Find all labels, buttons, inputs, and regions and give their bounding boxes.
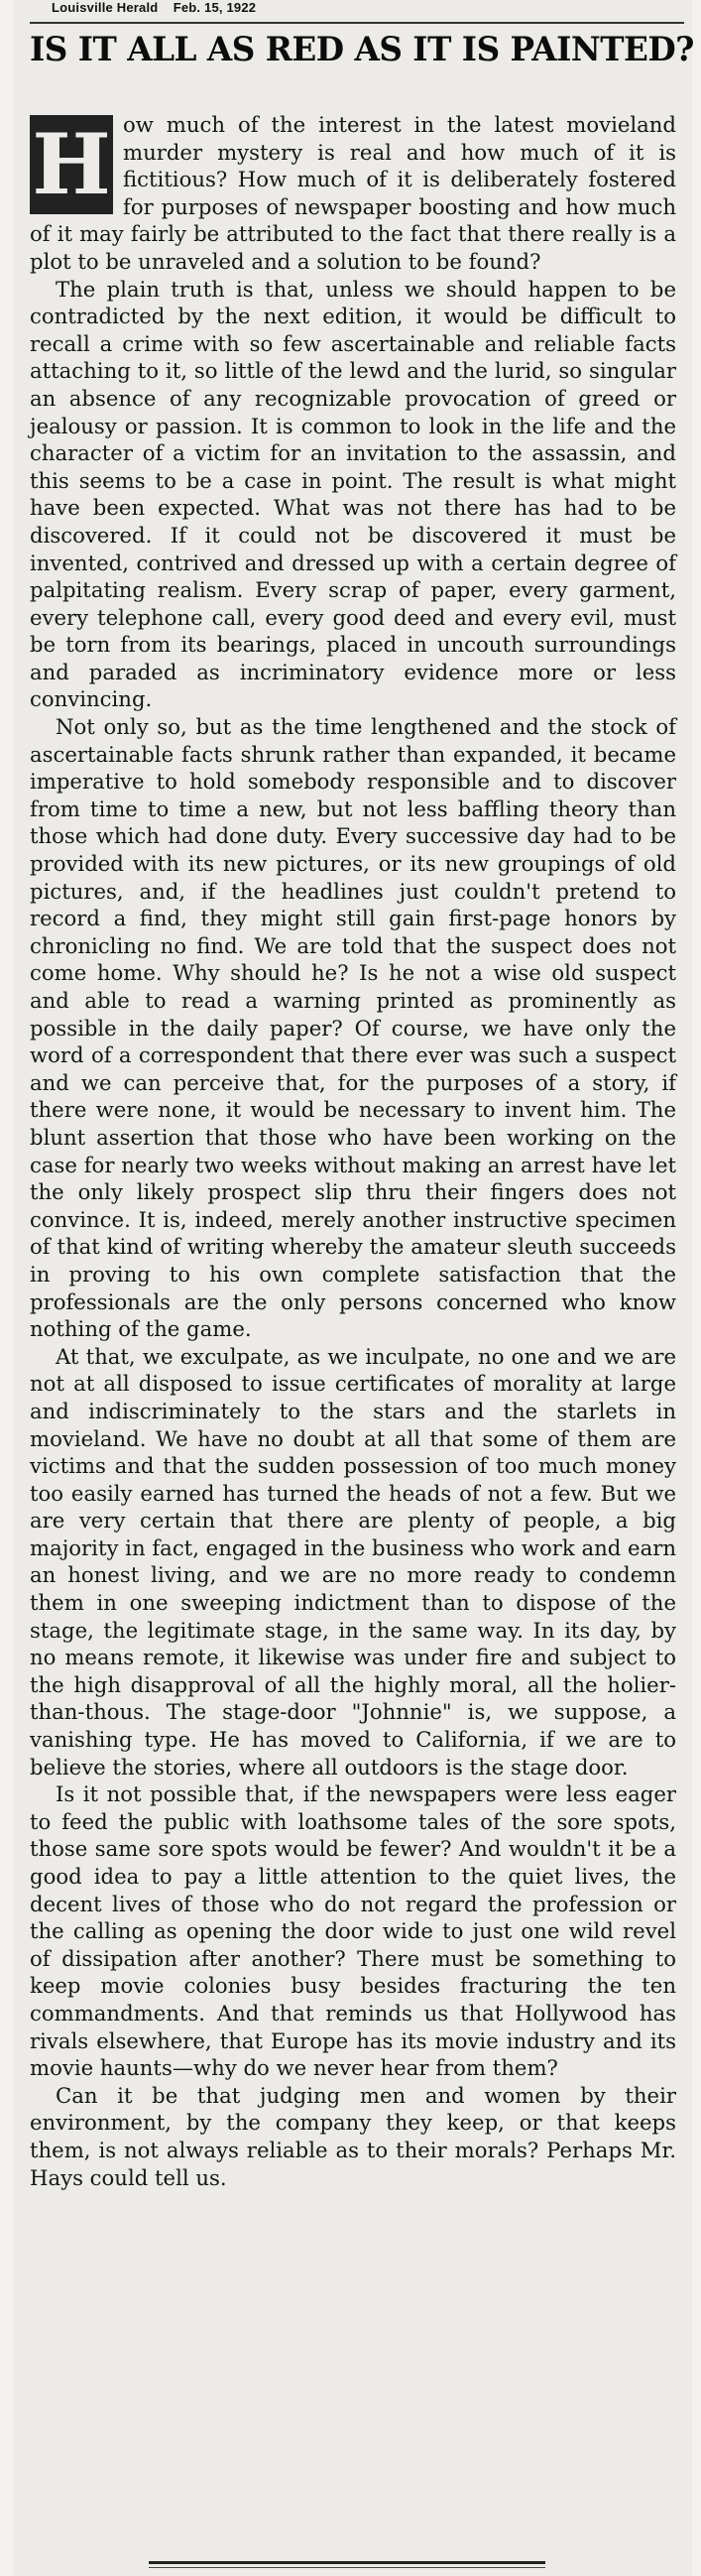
article-paragraph: Not only so, but as the time lengthened and the stock of ascertainable facts shrunk rather than expanded, it became imperative to hold somebody responsible and to discover from time to time a new, but not less baffling theory than those which had done duty. Every successive day had to be provided with its new pictures, or its new groupings of old pictures, and, if the headlines just couldn't pretend to record a find, they might still gain first-page honors by chronicling no find. We are told that the suspect does not come home. Why should he? Is he not a wise old suspect and able to read a warning printed as prominently as possible in the daily paper? Of course, we have only the word of a correspondent that there ever was such a suspect and we can perceive that, for the purposes of a story, if there were none, it would be necessary to invent him. The blunt assertion that those who have been working on the case for nearly two weeks without making an arrest have let the only likely prospect slip thru their fingers does not convince. It is, indeed, merely another instructive specimen of that kind of writing whereby the amateur sleuth succeeds in proving to his own complete satisfaction that the professionals are the only persons concerned who know nothing of the game. xyxy=(30,714,676,1342)
top-rule xyxy=(30,22,684,24)
article-paragraph: At that, we exculpate, as we inculpate, no one and we are not at all disposed to issue certificates of morality at large and indiscriminately to the stars and the starlets in movieland. We have no doubt at all that some of them are victims and that the sudden possession of too much money too easily earned has turned the heads of not a few. But we are very certain that there are plenty of people, a big majority in fact, engaged in the business who work and earn an honest living, and we are no more ready to condemn them in one sweeping indictment than to dispose of the stage, the legitimate stage, in the same way. In its day, by no means remote, it likewise was under fire and subject to the high disapproval of all the highly moral, all the holier-than-thous. The stage-door "Johnnie" is, we suppose, a vanishing type. He has moved to California, if we are to believe the stories, where all outdoors is the stage door. xyxy=(30,1343,676,1779)
drop-cap: H xyxy=(30,115,113,214)
article-paragraph: Can it be that judging men and women by their environment, by the company they keep, or that keeps them, is not always reliable as to their morals? Perhaps Mr. Hays could tell us. xyxy=(30,2082,676,2190)
publication-date: Feb. 15, 1922 xyxy=(173,0,257,15)
end-rule-thin xyxy=(149,2567,545,2568)
headline: IS IT ALL AS RED AS IT IS PAINTED? xyxy=(30,30,694,69)
clipping-header xyxy=(52,0,256,15)
article-paragraph: Is it not possible that, if the newspapers were less eager to feed the public with loathsome tales of the sore spots, those same sore spots would be fewer? And wouldn't it be a good idea to pay a little attention to the quiet lives, the decent lives of those who do not regard the profession or the calling as opening the door wide to just one wild revel of dissipation after another? There must be something to keep movie colonies busy besides fracturing the ten commandments. And that reminds us that Hollywood has rivals elsewhere, that Europe has its movie industry and its movie haunts—why do we never hear from them? xyxy=(30,1781,676,2081)
article-paragraph: The plain truth is that, unless we should happen to be contradicted by the next edition, it would be difficult to recall a crime with so few ascertainable and reliable facts attaching to it, so little of the lewd and the lurid, so singular an absence of any recognizable provocation of greed or jealousy or passion. It is common to look in the life and the character of a victim for an invitation to the assassin, and this seems to be a case in point. The result is what might have been expected. What was not there has had to be discovered. If it could not be discovered it must be invented, contrived and dressed up with a certain degree of palpitating realism. Every scrap of paper, every garment, every telephone call, every good deed and every evil, must be torn from its bearings, placed in uncouth surroundings and paraded as incriminatory evidence more or less convincing. xyxy=(30,276,676,712)
newspaper-name: Louisville Herald xyxy=(52,0,159,15)
article-paragraph: H ow much of the interest in the latest movieland murder mystery is real and how much of it is fictitious? How much of it is deliberately fostered for purposes of newspaper boosting and how much of it may fairly be attributed to the fact that there really is a plot to be unraveled and a solution to be found? xyxy=(30,112,676,274)
end-rule xyxy=(149,2561,545,2564)
article-body xyxy=(30,111,676,2191)
